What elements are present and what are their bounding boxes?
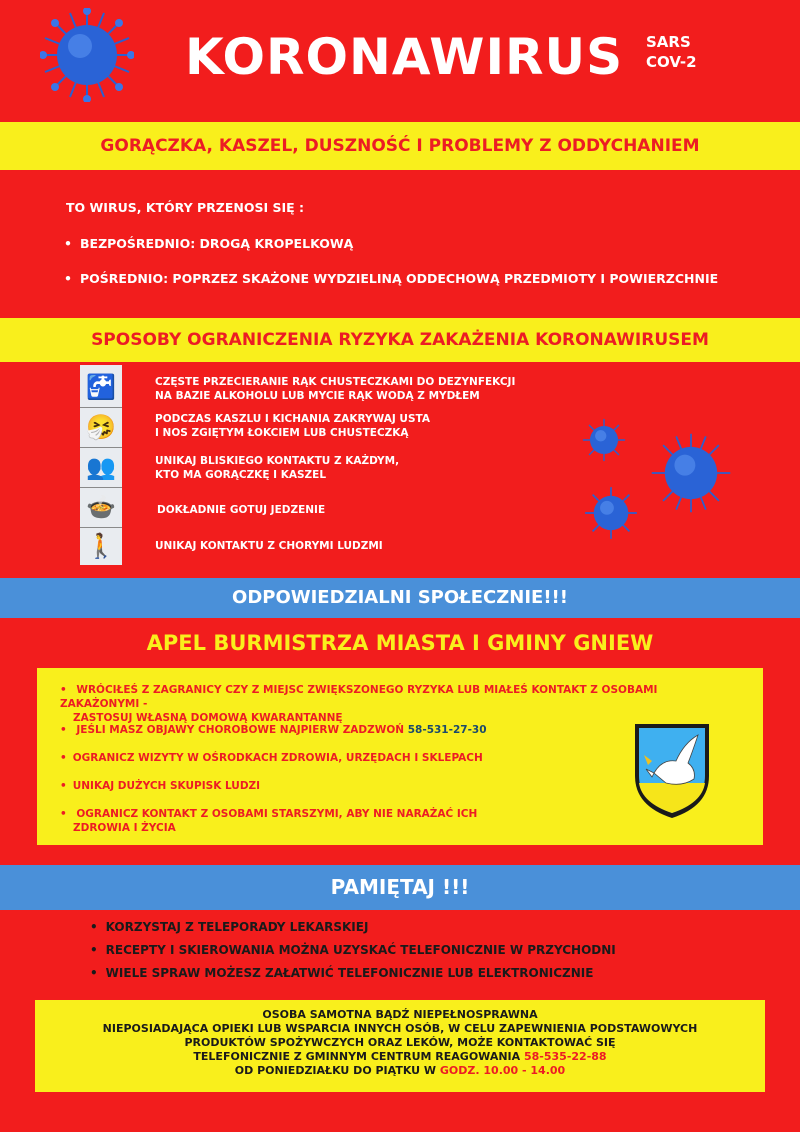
tip-avoid-contact	[155, 454, 555, 482]
notice-phone: 58-535-22-88	[524, 1050, 607, 1063]
distance-icon: 🚶	[86, 532, 116, 560]
notice-hours: GODZ. 10.00 - 14.00	[439, 1064, 566, 1077]
appeal-line: ZASTOSUJ WŁASNĄ DOMOWĄ KWARANTANNĘ	[73, 712, 343, 724]
remember-item-remote-services: • WIELE SPRAW MOŻESZ ZAŁATWIĆ TELEFONICZNIE LUB ELEKTRONICZNIE	[90, 966, 593, 980]
remember-item-prescriptions: • RECEPTY I SKIEROWANIA MOŻNA UZYSKAĆ TELEFONICZNIE W PRZYCHODNI	[90, 943, 616, 957]
prevention-icons-panel	[80, 365, 122, 565]
remember-band	[0, 865, 800, 910]
support-notice-box	[35, 1000, 765, 1092]
virus-icon	[650, 432, 732, 514]
notice-line-hours	[35, 1064, 765, 1078]
hand-washing-icon: 🚰	[86, 373, 116, 401]
tip-cook-food: DOKŁADNIE GOTUJ JEDZENIE	[157, 504, 326, 516]
responsible-heading: ODPOWIEDZIALNI SPOŁECZNIE!!!	[232, 587, 568, 608]
tip-line: NA BAZIE ALKOHOLU LUB MYCIE RĄK WODĄ Z MYDŁEM	[155, 390, 480, 402]
tip-line: I NOS ZGIĘTYM ŁOKCIEM LUB CHUSTECZKĄ	[155, 427, 409, 439]
icon-divider	[80, 447, 122, 448]
remember-item-teleconsultation: • KORZYSTAJ Z TELEPORADY LEKARSKIEJ	[90, 920, 368, 934]
appeal-item-avoid-crowds: • UNIKAJ DUŻYCH SKUPISK LUDZI	[60, 779, 740, 793]
symptoms-heading: GORĄCZKA, KASZEL, DUSZNOŚĆ I PROBLEMY Z ODDYCHANIEM	[100, 136, 700, 156]
sars-line: SARS	[646, 33, 691, 51]
icon-divider	[80, 487, 122, 488]
cov2-line: COV-2	[646, 53, 697, 71]
remember-heading: PAMIĘTAJ !!!	[330, 875, 470, 899]
responsible-band	[0, 578, 800, 618]
notice-line: OSOBA SAMOTNA BĄDŹ NIEPEŁNOSPRAWNA	[262, 1008, 538, 1021]
appeal-line: ZDROWIA I ŻYCIA	[73, 822, 176, 834]
virus-icon	[40, 8, 134, 102]
transmission-item-direct: • BEZPOŚREDNIO: DROGĄ KROPELKOWĄ	[64, 236, 353, 251]
appeal-item-quarantine	[60, 683, 740, 725]
appeal-phone: 58-531-27-30	[407, 724, 487, 736]
notice-line: NIEPOSIADAJĄCA OPIEKI LUB WSPARCIA INNYCH OSÓB, W CELU ZAPEWNIENIA PODSTAWOWYCH	[102, 1022, 698, 1035]
tip-line: CZĘSTE PRZECIERANIE RĄK CHUSTECZKAMI DO DEZYNFEKCJI	[155, 376, 516, 388]
virus-icon	[582, 418, 626, 462]
tip-avoid-sick: UNIKAJ KONTAKTU Z CHORYMI LUDZMI	[155, 540, 383, 552]
appeal-line: WRÓCIŁEŚ Z ZAGRANICY CZY Z MIEJSC ZWIĘKSZONEGO RYZYKA LUB MIAŁEŚ KONTAKT Z OSOBAMI ZAKAŻONYMI -	[60, 684, 658, 710]
tip-line: PODCZAS KASZLU I KICHANIA ZAKRYWAJ USTA	[155, 413, 430, 425]
appeal-line: OGRANICZ KONTAKT Z OSOBAMI STARSZYMI, ABY NIE NARAŻAĆ ICH	[76, 808, 478, 820]
prevention-band	[0, 318, 800, 362]
appeal-heading: APEL BURMISTRZA MIASTA I GMINY GNIEW	[146, 631, 654, 655]
notice-text: TELEFONICZNIE Z GMINNYM CENTRUM REAGOWANIA	[193, 1050, 521, 1063]
tip-hand-washing	[155, 375, 555, 403]
notice-line-contact	[35, 1050, 765, 1064]
icon-divider	[80, 407, 122, 408]
appeal-line: JEŚLI MASZ OBJAWY CHOROBOWE NAJPIERW ZADZWOŃ	[76, 724, 405, 736]
cooking-icon: 🍲	[86, 493, 116, 521]
page-title: KORONAWIRUS	[185, 28, 624, 86]
virus-icon	[584, 486, 638, 540]
symptoms-band	[0, 122, 800, 170]
appeal-item-limit-visits: • OGRANICZ WIZYTY W OŚRODKACH ZDROWIA, URZĘDACH I SKLEPACH	[60, 751, 740, 765]
gniew-crest-dove-icon	[632, 721, 712, 821]
cough-icon: 🤧	[86, 413, 116, 441]
notice-text: OD PONIEDZIAŁKU DO PIĄTKU W	[234, 1064, 437, 1077]
tip-line: UNIKAJ BLISKIEGO KONTAKTU Z KAŻDYM,	[155, 455, 400, 467]
prevention-heading: SPOSOBY OGRANICZENIA RYZYKA ZAKAŻENIA KORONAWIRUSEM	[91, 330, 709, 350]
transmission-item-indirect: • POŚREDNIO: POPRZEZ SKAŻONE WYDZIELINĄ ODDECHOWĄ PRZEDMIOTY I POWIERZCHNIE	[64, 271, 718, 286]
virus-name	[646, 32, 697, 72]
transmission-intro: TO WIRUS, KTÓRY PRZENOSI SIĘ :	[66, 200, 305, 215]
tip-cough	[155, 412, 555, 440]
crowd-icon: 👥	[86, 453, 116, 481]
tip-line: KTO MA GORĄCZKĘ I KASZEL	[155, 469, 327, 481]
notice-line: PRODUKTÓW SPOŻYWCZYCH ORAZ LEKÓW, MOŻE KONTAKTOWAĆ SIĘ	[184, 1036, 616, 1049]
